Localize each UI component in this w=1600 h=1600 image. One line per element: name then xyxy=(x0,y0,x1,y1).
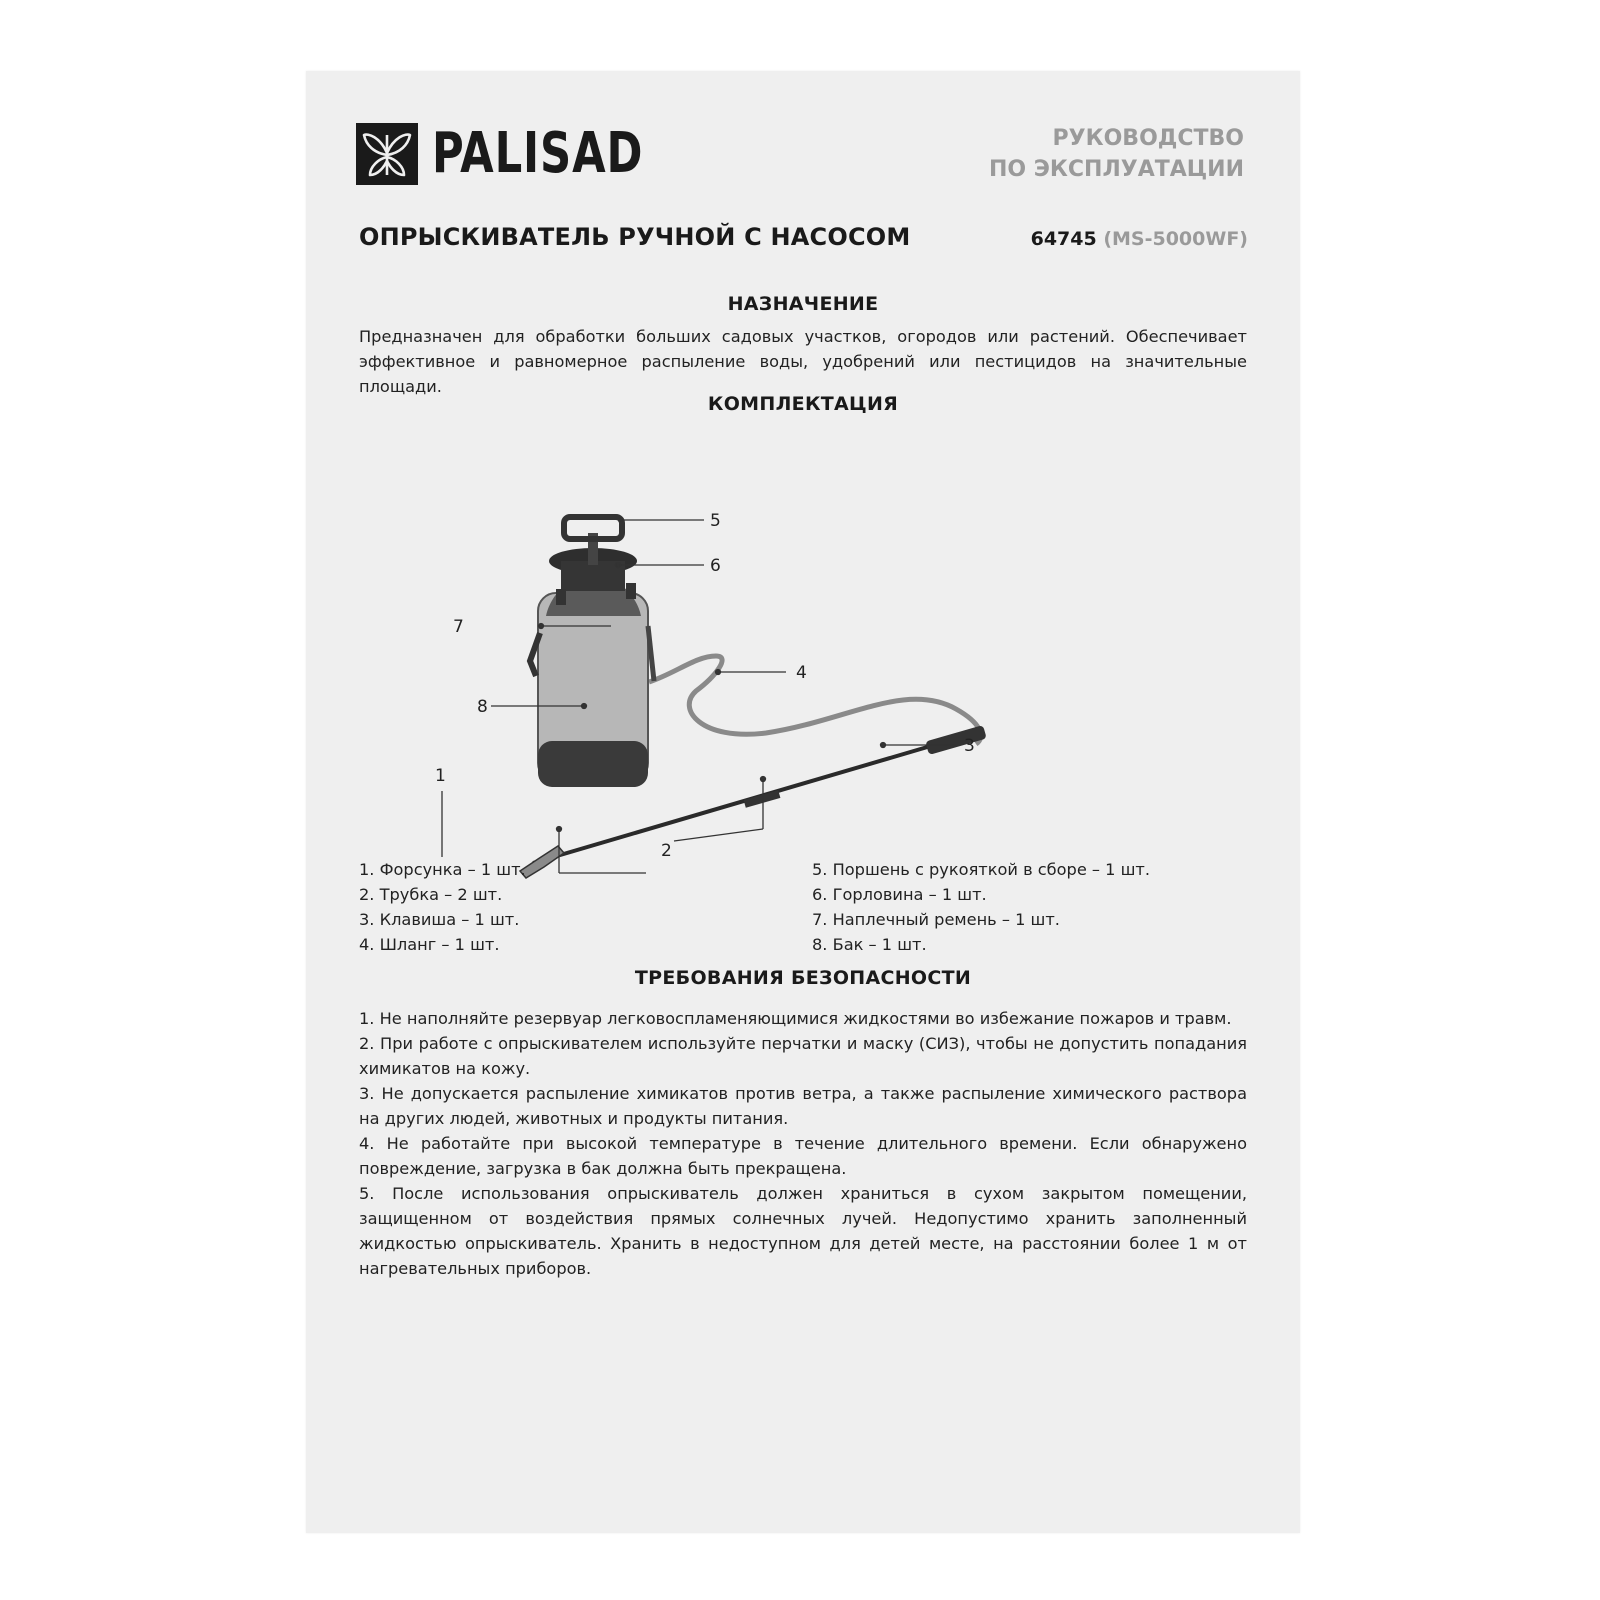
parts-list-left xyxy=(359,857,526,957)
butterfly-leaf-icon xyxy=(356,123,418,185)
safety-item: 5. После использования опрыскиватель должен храниться в сухом закрытом помещении, защищенном от воздействия прямых солнечных лучей. Недопустимо хранить заполненный жидкостью опрыскиватель. Хранить в недоступном для детей месте, на расстоянии более 1 м от нагревательных приборов. xyxy=(359,1184,1247,1278)
article-number: 64745 xyxy=(1030,228,1097,250)
safety-list xyxy=(359,1006,1247,1281)
document-type-line2: ПО ЭКСПЛУАТАЦИИ xyxy=(989,157,1244,182)
callout-1: 1 xyxy=(435,766,446,786)
callout-8: 8 xyxy=(477,697,488,717)
parts-list-right xyxy=(812,857,1150,957)
callout-4: 4 xyxy=(796,663,807,683)
brand-logo xyxy=(356,121,678,187)
document-type-line1: РУКОВОДСТВО xyxy=(1052,126,1244,151)
list-item: 7. Наплечный ремень – 1 шт. xyxy=(812,910,1060,929)
lance-joint xyxy=(744,790,781,808)
product-model xyxy=(1031,228,1248,250)
safety-heading: ТРЕБОВАНИЯ БЕЗОПАСНОСТИ xyxy=(634,967,972,989)
list-item: 3. Клавиша – 1 шт. xyxy=(359,910,520,929)
list-item: 5. Поршень с рукояткой в сборе – 1 шт. xyxy=(812,860,1151,879)
list-item: 1. Форсунка – 1 шт. xyxy=(359,860,526,879)
safety-item: 2. При работе с опрыскивателем используйте перчатки и маску (СИЗ), чтобы не допустить попадания химикатов на кожу. xyxy=(359,1034,1247,1078)
list-item: 6. Горловина – 1 шт. xyxy=(812,885,987,904)
document-type xyxy=(989,123,1244,185)
kit-heading: КОМПЛЕКТАЦИЯ xyxy=(707,393,899,415)
list-item: 2. Трубка – 2 шт. xyxy=(359,885,503,904)
list-item: 8. Бак – 1 шт. xyxy=(812,935,927,954)
nozzle xyxy=(520,846,564,878)
product-title: ОПРЫСКИВАТЕЛЬ РУЧНОЙ С НАСОСОМ xyxy=(359,223,911,251)
hose xyxy=(649,656,981,744)
safety-item: 1. Не наполняйте резервуар легковоспламеняющимися жидкостями во избежание пожаров и травм. xyxy=(359,1009,1232,1028)
manual-page xyxy=(306,71,1300,1533)
tank-base xyxy=(538,741,648,787)
callout-6: 6 xyxy=(710,556,721,576)
callout-5: 5 xyxy=(710,511,721,531)
model-code: (MS-5000WF) xyxy=(1103,228,1248,250)
list-item: 4. Шланг – 1 шт. xyxy=(359,935,500,954)
valve-left xyxy=(556,589,566,605)
purpose-heading: НАЗНАЧЕНИЕ xyxy=(727,293,879,315)
safety-item: 3. Не допускается распыление химикатов против ветра, а также распыление химического раствора на других людей, животных и продукты питания. xyxy=(359,1084,1247,1128)
callout-7: 7 xyxy=(453,617,464,637)
safety-item: 4. Не работайте при высокой температуре в течение длительного времени. Если обнаружено повреждение, загрузка в бак должна быть прекращена. xyxy=(359,1134,1247,1178)
purpose-text: Предназначен для обработки больших садовых участков, огородов или растений. Обеспечивает эффективное и равномерное распыление воды, удобрений или пестицидов на значительные площади. xyxy=(359,327,1247,396)
brand-name: PALISAD xyxy=(432,121,644,186)
callout-2: 2 xyxy=(661,841,672,861)
callout-3: 3 xyxy=(964,736,975,756)
trigger-handle xyxy=(925,725,987,755)
valve-right xyxy=(626,583,636,599)
